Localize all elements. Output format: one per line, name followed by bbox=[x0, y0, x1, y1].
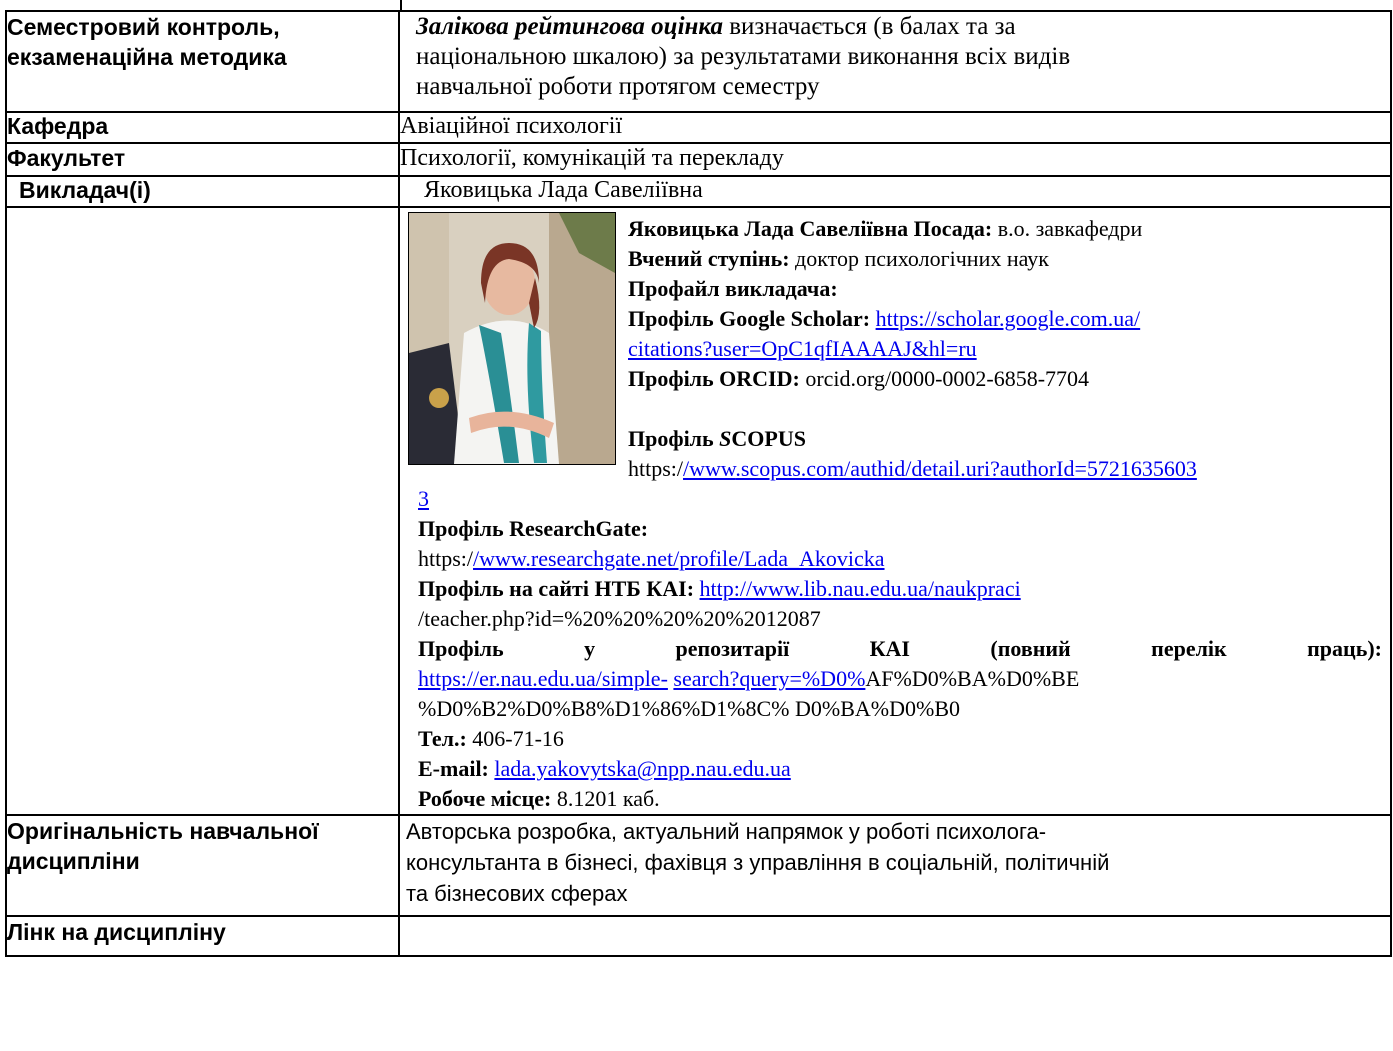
researchgate-link[interactable]: /www bbox=[473, 546, 526, 571]
repository-link-cont[interactable]: search?query=%D0% bbox=[673, 666, 866, 691]
teacher-photo bbox=[408, 212, 616, 465]
repository-heading: Профіль у репозитарії КАІ (повний перелік праць): bbox=[418, 636, 1382, 661]
row-teacher bbox=[6, 176, 1391, 207]
repository-link[interactable]: https://er.nau.edu.ua/simple- bbox=[418, 666, 668, 691]
phone-number: 406-71-16 bbox=[466, 726, 564, 751]
researchgate-link-cont[interactable]: .researchgate.net/profile/Lada_Akovicka bbox=[525, 546, 885, 571]
scopus-link-cont[interactable]: .scopus.com/authid/detail.uri?authorId=5721635603 bbox=[735, 456, 1197, 481]
value-department: Авіаційної психології bbox=[399, 112, 1391, 143]
value-semester-control: Залікова рейтингова оцінка визначається (в балах та за національною шкалою) за результатами виконання всіх видів навчальної роботи протягом семестру bbox=[399, 11, 1391, 112]
label-faculty: Факультет bbox=[6, 143, 399, 176]
value-teacher: Яковицька Лада Савеліївна bbox=[399, 176, 1391, 207]
ntb-library-link[interactable]: http://www.lib.nau.edu.ua/naukpraci bbox=[699, 576, 1021, 601]
scopus-link-tail[interactable]: 3 bbox=[418, 486, 429, 511]
row-teacher-profile bbox=[6, 207, 1391, 815]
email-link[interactable]: lada.yakovytska@npp.nau.edu.ua bbox=[494, 756, 791, 781]
label-teacher: Викладач(і) bbox=[6, 176, 399, 207]
value-originality: Авторська розробка, актуальний напрямок у роботі психолога- консультанта в бізнесі, фахівця з управління в соціальній, політичній та бізнесових сферах bbox=[399, 815, 1391, 916]
scopus-link[interactable]: /www bbox=[683, 456, 736, 481]
row-semester-control bbox=[6, 11, 1391, 112]
orcid-id: orcid.org/0000-0002-6858-7704 bbox=[799, 366, 1090, 391]
value-faculty: Психології, комунікацій та перекладу bbox=[399, 143, 1391, 176]
label-department: Кафедра bbox=[6, 112, 399, 143]
google-scholar-link-cont[interactable]: citations?user=OpC1qfIAAAAJ&hl=ru bbox=[628, 336, 977, 361]
row-course-link bbox=[6, 916, 1391, 956]
credit-rating-term: Залікова рейтингова оцінка bbox=[416, 13, 723, 40]
teacher-portrait-image bbox=[409, 213, 615, 464]
row-department bbox=[6, 112, 1391, 143]
profile-details-lower: 3 Профіль ResearchGate: https://www.researchgate.net/profile/Lada_Akovicka Профіль на сайті НТБ КАІ: http://www.lib.nau.edu.ua/naukpraci /teacher.php?id=%20%20%20%20%2012087 Профіль у репозитарії КАІ (повний перелік праць): https://er.nau.edu.ua/simple- search?query=%D0%AF%D0%BA%D0%BE %D0%B2%D0%B8%D1%86%D1%8C% D0%BA%D0%B0 Тел.: 406-71-16 E-mail: lada.yakovytska@npp.nau.edu.ua Робоче місце: 8.1201 каб. bbox=[408, 484, 1390, 814]
teacher-profile-cell bbox=[399, 207, 1391, 815]
google-scholar-link[interactable]: https://scholar.google.com.ua/ bbox=[875, 306, 1141, 331]
row-faculty bbox=[6, 143, 1391, 176]
label-teacher-profile-empty bbox=[6, 207, 399, 815]
profile-details: Яковицька Лада Савеліївна Посада: в.о. завкафедри Вчений ступінь: доктор психологічних наук Профайл викладача: Профіль Google Scholar: https://scholar.google.com.ua/ citations?user=OpC1qfIAAAAJ&hl=ru Профіль ORCID: orcid.org/0000-0002-6858-7704 Профіль SCOPUS https://www.scopus.com/authid/detail.uri?authorId=5721635603 bbox=[628, 216, 1197, 481]
label-course-link: Лінк на дисципліну bbox=[6, 916, 399, 956]
label-originality: Оригінальність навчальної дисципліни bbox=[6, 815, 399, 916]
label-semester-control: Семестровий контроль, екзаменаційна методика bbox=[6, 11, 399, 112]
value-course-link bbox=[399, 916, 1391, 956]
row-originality bbox=[6, 815, 1391, 916]
course-info-table bbox=[5, 10, 1392, 957]
